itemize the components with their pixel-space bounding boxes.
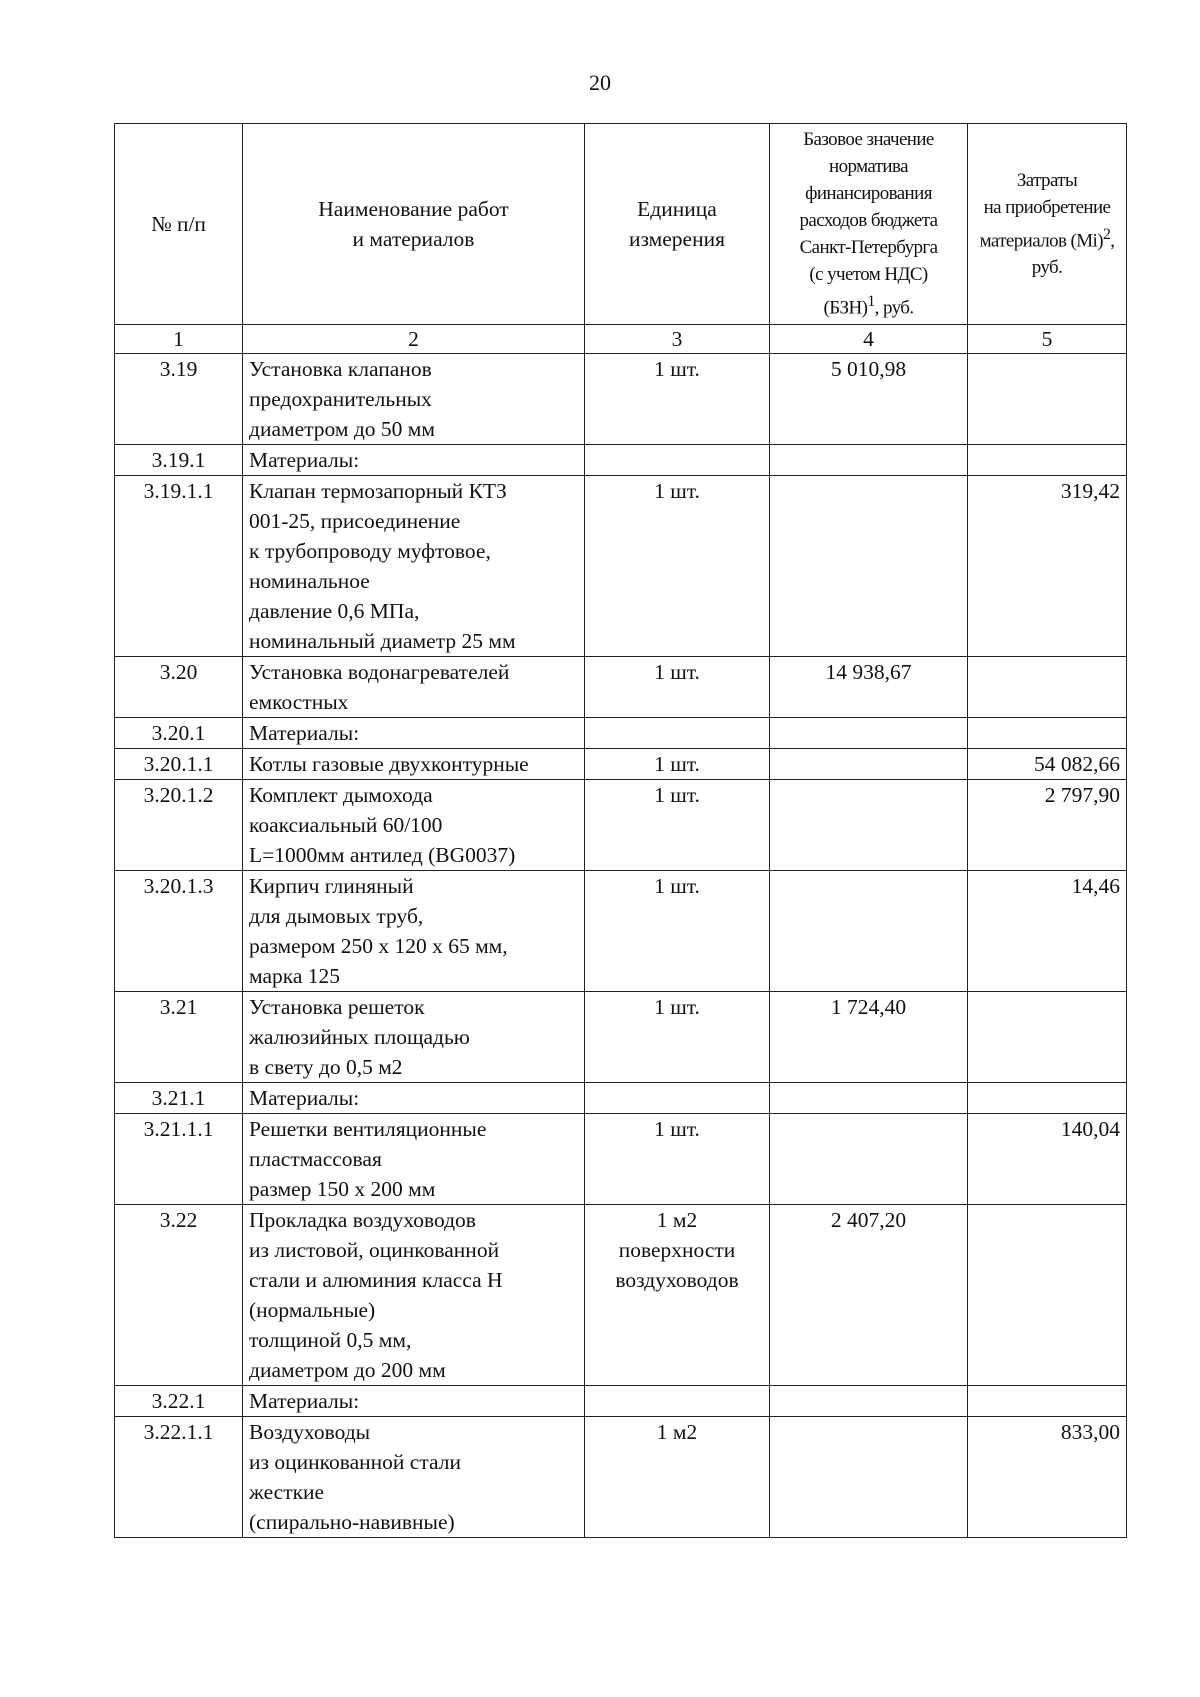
work-name-line: Установка водонагревателей — [249, 660, 510, 684]
work-name-line: давление 0,6 МПа, — [249, 599, 420, 623]
row-unit — [585, 476, 770, 657]
work-name-line: размером 250 х 120 х 65 мм, — [249, 934, 508, 958]
work-name-line: толщиной 0,5 мм, — [249, 1328, 412, 1352]
unit-line: 1 шт. — [654, 995, 700, 1019]
unit-line: 1 м2 — [656, 1208, 698, 1232]
row-material-cost: 14,46 — [968, 871, 1127, 992]
footnote-1-mark: 1 — [867, 293, 875, 311]
row-number: 3.22.1 — [115, 1386, 243, 1417]
work-name-line: Материалы: — [249, 448, 360, 472]
work-name-line: Решетки вентиляционные — [249, 1117, 487, 1141]
row-work-name — [243, 749, 585, 780]
work-name-line: пластмассовая — [249, 1147, 382, 1171]
row-unit — [585, 445, 770, 476]
header-base-suffix: , руб. — [874, 297, 914, 319]
row-number: 3.20.1 — [115, 718, 243, 749]
row-work-name — [243, 354, 585, 445]
row-work-name — [243, 1114, 585, 1205]
row-base-value — [770, 780, 968, 871]
header-base-line: Санкт-Петербурга — [799, 237, 938, 259]
row-number: 3.21.1.1 — [115, 1114, 243, 1205]
row-work-name — [243, 1386, 585, 1417]
header-base-line: финансирования — [805, 183, 932, 205]
row-unit — [585, 718, 770, 749]
header-base-line: расходов бюджета — [799, 210, 938, 232]
row-number: 3.20 — [115, 657, 243, 718]
work-name-line: L=1000мм антилед (BG0037) — [249, 843, 516, 867]
header-cost-line: Затраты — [1016, 169, 1078, 191]
work-name-line: жалюзийных площадью — [249, 1025, 470, 1049]
row-base-value — [770, 1386, 968, 1417]
row-unit — [585, 871, 770, 992]
row-material-cost: 2 797,90 — [968, 780, 1127, 871]
row-number: 3.20.1.2 — [115, 780, 243, 871]
work-name-line: Материалы: — [249, 721, 360, 745]
row-base-value — [770, 476, 968, 657]
row-number: 3.20.1.1 — [115, 749, 243, 780]
row-number: 3.19.1 — [115, 445, 243, 476]
table-row — [115, 780, 1127, 871]
unit-line: 1 шт. — [654, 874, 700, 898]
work-name-line: Клапан термозапорный КТЗ — [249, 479, 507, 503]
row-number: 3.19 — [115, 354, 243, 445]
work-name-line: стали и алюминия класса Н — [249, 1268, 503, 1292]
column-number: 5 — [968, 325, 1127, 354]
header-base-line: (БЗН) — [823, 297, 868, 319]
row-base-value — [770, 445, 968, 476]
row-number: 3.22 — [115, 1205, 243, 1386]
work-name-line: из листовой, оцинкованной — [249, 1238, 500, 1262]
row-base-value — [770, 871, 968, 992]
unit-line: 1 шт. — [654, 783, 700, 807]
header-cost-line: на приобретение — [983, 196, 1111, 218]
header-name — [243, 124, 585, 325]
header-base-line: Базовое значение — [803, 129, 934, 151]
work-name-line: 001-25, присоединение — [249, 509, 461, 533]
row-material-cost — [968, 354, 1127, 445]
column-number: 3 — [585, 325, 770, 354]
header-material-cost — [968, 124, 1127, 325]
row-unit — [585, 1083, 770, 1114]
row-material-cost: 833,00 — [968, 1417, 1127, 1538]
table-row — [115, 354, 1127, 445]
work-name-line: Установка клапанов — [249, 357, 432, 381]
row-unit — [585, 1114, 770, 1205]
row-unit — [585, 1205, 770, 1386]
row-number: 3.22.1.1 — [115, 1417, 243, 1538]
column-number: 2 — [243, 325, 585, 354]
table-row — [115, 1386, 1127, 1417]
row-material-cost — [968, 1205, 1127, 1386]
header-cost-line: руб. — [1031, 257, 1063, 279]
column-number: 1 — [115, 325, 243, 354]
row-work-name — [243, 992, 585, 1083]
work-name-line: предохранительных — [249, 387, 432, 411]
table-body — [115, 354, 1127, 1538]
work-name-line: Материалы: — [249, 1389, 360, 1413]
table-row — [115, 749, 1127, 780]
table-row — [115, 1417, 1127, 1538]
row-material-cost — [968, 1083, 1127, 1114]
table-row — [115, 657, 1127, 718]
table-row — [115, 1114, 1127, 1205]
row-material-cost: 319,42 — [968, 476, 1127, 657]
column-number: 4 — [770, 325, 968, 354]
row-work-name — [243, 718, 585, 749]
row-material-cost — [968, 1386, 1127, 1417]
header-cost-line: материалов (Mi) — [979, 230, 1103, 252]
work-name-line: Комплект дымохода — [249, 783, 433, 807]
work-name-line: Установка решеток — [249, 995, 425, 1019]
unit-line: 1 шт. — [654, 479, 700, 503]
row-material-cost — [968, 445, 1127, 476]
row-base-value — [770, 1417, 968, 1538]
row-work-name — [243, 1083, 585, 1114]
work-name-line: диаметром до 200 мм — [249, 1358, 446, 1382]
work-name-line: номинальный диаметр 25 мм — [249, 629, 516, 653]
header-base-line: (с учетом НДС) — [809, 264, 928, 286]
work-name-line: марка 125 — [249, 964, 341, 988]
row-work-name — [243, 1205, 585, 1386]
unit-line: 1 шт. — [654, 752, 700, 776]
header-row — [115, 124, 1127, 325]
unit-line: воздуховодов — [615, 1268, 739, 1292]
header-unit — [585, 124, 770, 325]
header-unit-line: измерения — [628, 227, 726, 251]
table-row — [115, 476, 1127, 657]
row-work-name — [243, 780, 585, 871]
unit-line: 1 шт. — [654, 660, 700, 684]
work-name-line: Котлы газовые двухконтурные — [249, 752, 529, 776]
row-base-value — [770, 749, 968, 780]
unit-line: поверхности — [618, 1238, 736, 1262]
work-name-line: в свету до 0,5 м2 — [249, 1055, 403, 1079]
row-unit — [585, 1417, 770, 1538]
row-base-value — [770, 718, 968, 749]
row-material-cost: 54 082,66 — [968, 749, 1127, 780]
row-work-name — [243, 657, 585, 718]
work-name-line: из оцинкованной стали — [249, 1450, 461, 1474]
row-unit — [585, 657, 770, 718]
unit-line: 1 шт. — [654, 1117, 700, 1141]
row-unit — [585, 749, 770, 780]
table-row — [115, 992, 1127, 1083]
row-work-name — [243, 445, 585, 476]
work-name-line: (нормальные) — [249, 1298, 376, 1322]
header-cost-comma: , — [1110, 230, 1115, 252]
row-base-value: 14 938,67 — [770, 657, 968, 718]
work-materials-table — [114, 123, 1127, 1538]
row-unit — [585, 780, 770, 871]
work-name-line: Кирпич глиняный — [249, 874, 414, 898]
work-name-line: Материалы: — [249, 1086, 360, 1110]
row-number: 3.21.1 — [115, 1083, 243, 1114]
table-row — [115, 1205, 1127, 1386]
header-unit-line: Единица — [637, 197, 717, 221]
column-number-row — [115, 325, 1127, 354]
table-row — [115, 1083, 1127, 1114]
header-name-line: Наименование работ — [318, 197, 509, 221]
work-name-line: для дымовых труб, — [249, 904, 424, 928]
work-name-line: номинальное — [249, 569, 370, 593]
work-name-line: к трубопроводу муфтовое, — [249, 539, 491, 563]
work-name-line: жесткие — [249, 1480, 325, 1504]
row-material-cost — [968, 718, 1127, 749]
table-row — [115, 718, 1127, 749]
row-work-name — [243, 1417, 585, 1538]
work-name-line: емкостных — [249, 690, 349, 714]
header-base-line: норматива — [829, 156, 908, 178]
footnote-2-mark: 2 — [1102, 225, 1111, 243]
header-name-line: и материалов — [352, 227, 475, 251]
table-row — [115, 871, 1127, 992]
row-unit — [585, 992, 770, 1083]
row-material-cost — [968, 992, 1127, 1083]
row-unit — [585, 354, 770, 445]
header-base-value — [770, 124, 968, 325]
row-material-cost — [968, 657, 1127, 718]
table-row — [115, 445, 1127, 476]
row-work-name — [243, 476, 585, 657]
header-num: № п/п — [115, 124, 243, 325]
row-material-cost: 140,04 — [968, 1114, 1127, 1205]
row-base-value: 2 407,20 — [770, 1205, 968, 1386]
work-name-line: размер 150 х 200 мм — [249, 1177, 436, 1201]
row-number: 3.19.1.1 — [115, 476, 243, 657]
work-name-line: (спирально-навивные) — [249, 1510, 455, 1534]
row-base-value — [770, 1083, 968, 1114]
row-unit — [585, 1386, 770, 1417]
row-base-value: 1 724,40 — [770, 992, 968, 1083]
row-base-value — [770, 1114, 968, 1205]
work-name-line: Воздуховоды — [249, 1420, 371, 1444]
page-number: 20 — [589, 70, 611, 95]
row-work-name — [243, 871, 585, 992]
unit-line: 1 шт. — [654, 357, 700, 381]
row-base-value: 5 010,98 — [770, 354, 968, 445]
work-name-line: Прокладка воздуховодов — [249, 1208, 476, 1232]
row-number: 3.21 — [115, 992, 243, 1083]
work-name-line: диаметром до 50 мм — [249, 417, 436, 441]
row-number: 3.20.1.3 — [115, 871, 243, 992]
unit-line: 1 м2 — [656, 1420, 698, 1444]
work-name-line: коаксиальный 60/100 — [249, 813, 443, 837]
